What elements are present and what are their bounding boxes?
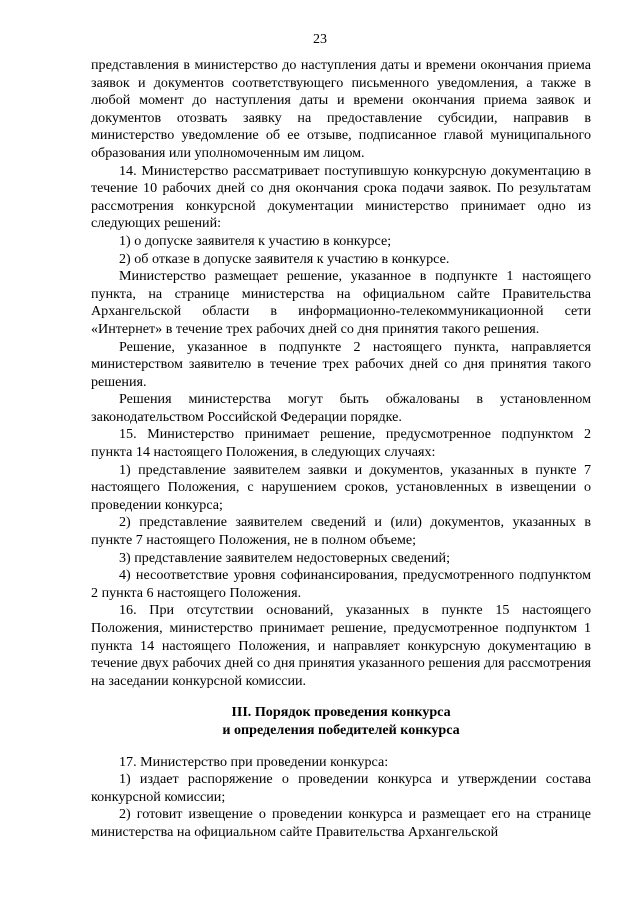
paragraph-subitem: 2) об отказе в допуске заявителя к участию в конкурсе. bbox=[119, 250, 450, 267]
document-body bbox=[91, 57, 591, 842]
paragraph: Решение, указанное в подпункте 2 настоящего пункта, направляется министерством заявителю в течение трех рабочих дней со дня принятия такого решения. bbox=[91, 338, 591, 390]
paragraph-subitem: 2) готовит извещение о проведении конкурса и размещает его на странице министерства на официальном сайте Правительства Архангельской bbox=[91, 806, 591, 840]
paragraph-subitem: 1) издает распоряжение о проведении конкурса и утверждении состава конкурсной комиссии; bbox=[91, 771, 591, 805]
paragraph-item-17: 17. Министерство при проведении конкурса: bbox=[119, 753, 389, 770]
paragraph: Министерство размещает решение, указанное в подпункте 1 настоящего пункта, на странице министерства на официальном сайте Правительства Архангельской области в информационно-телекоммуникационной сети «Интернет» в течение трех рабочих дней со дня принятия такого решения. bbox=[91, 268, 591, 337]
paragraph-item-14: 14. Министерство рассматривает поступившую конкурсную документацию в течение 10 рабочих дней со дня окончания срока подачи заявок. По результатам рассмотрения конкурсной документации министерство принимает одно из следующих решений: bbox=[91, 162, 591, 232]
paragraph-item-16: 16. При отсутствии оснований, указанных в пункте 15 настоящего Положения, министерство принимает решение, предусмотренное подпунктом 1 пункта 14 настоящего Положения, и направляет конкурсную документацию в течение двух рабочих дней со дня принятия указанного решения для рассмотрения на заседании конкурсной комиссии. bbox=[91, 602, 591, 689]
paragraph-subitem: 2) представление заявителем сведений и (или) документов, указанных в пункте 7 настоящего Положения, не в полном объеме; bbox=[91, 514, 591, 549]
paragraph-item-15: 15. Министерство принимает решение, предусмотренное подпунктом 2 пункта 14 настоящего Положения, в следующих случаях: bbox=[91, 426, 591, 461]
page-number: 23 bbox=[313, 32, 327, 47]
spacer bbox=[91, 740, 591, 754]
paragraph-subitem: 4) несоответствие уровня софинансирования, предусмотренного подпунктом 2 пункта 6 настоящего Положения. bbox=[91, 567, 591, 601]
spacer bbox=[91, 690, 591, 704]
paragraph-subitem: 1) представление заявителем заявки и документов, указанных в пункте 7 настоящего Положения, с нарушением сроков, установленных в извещении о проведении конкурса; bbox=[91, 461, 591, 513]
paragraph-continuation: представления в министерство до наступления даты и времени окончания приема заявок и документов соответствующего письменного уведомления, а также в любой момент до наступления даты и времени окончания приема заявок и документов отозвать заявку на предоставление субсидии, направив в министерство уведомление об ее отзыве, подписанное главой муниципального образования или уполномоченным им лицом. bbox=[91, 57, 591, 161]
paragraph-subitem: 3) представление заявителем недостоверных сведений; bbox=[119, 549, 450, 566]
section-heading: III. Порядок проведения конкурса bbox=[231, 704, 451, 721]
section-heading-line2: и определения победителей конкурса bbox=[222, 721, 460, 738]
paragraph-subitem: 1) о допуске заявителя к участию в конкурсе; bbox=[119, 232, 392, 249]
paragraph: Решения министерства могут быть обжалованы в установленном законодательством Российской Федерации порядке. bbox=[91, 391, 591, 425]
